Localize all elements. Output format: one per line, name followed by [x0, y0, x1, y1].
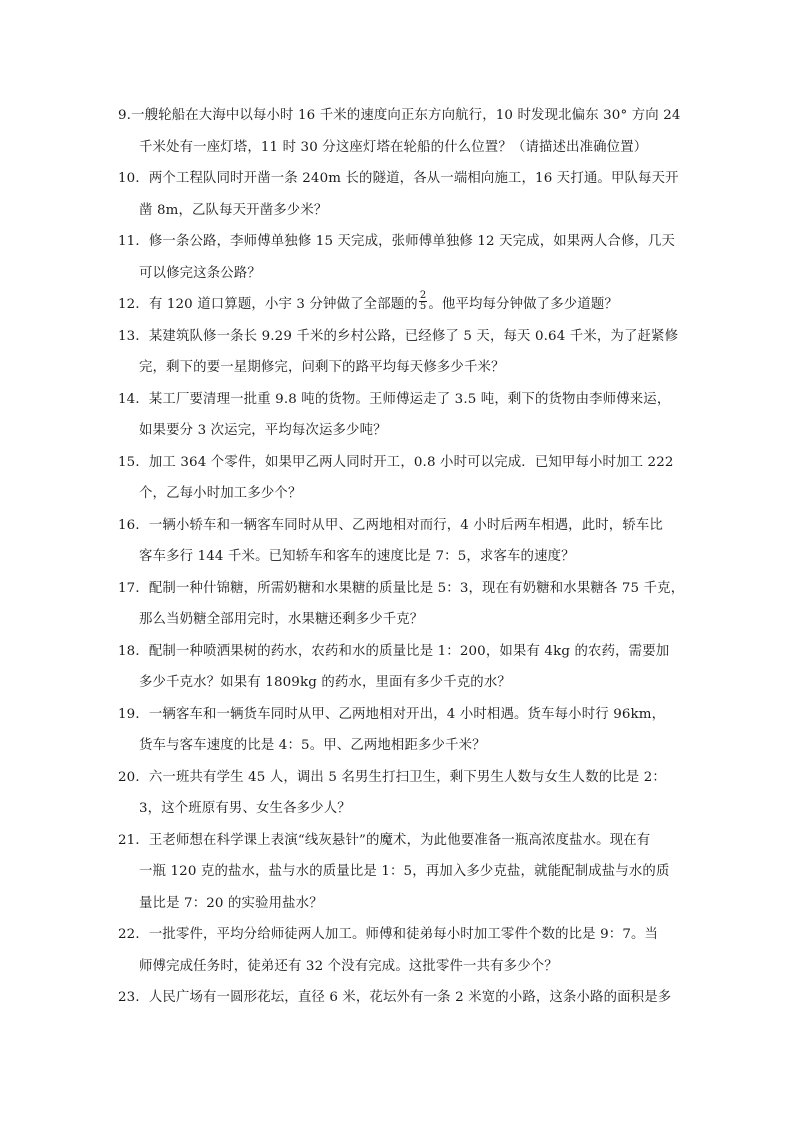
fraction-denominator: 5: [419, 301, 427, 312]
problem-line: 可以修完这条公路？: [139, 265, 261, 281]
problem-line: 13．某建筑队修一条长 9.29 千米的乡村公路，已经修了 5 天，每天 0.64 千米，为了赶紧修: [118, 328, 679, 344]
problem-line: 一瓶 120 克的盐水，盐与水的质量比是 1：5，再加入多少克盐，就能配制成盐与水的质: [139, 864, 670, 879]
problem-line: 10．两个工程队同时开凿一条 240m 长的隧道，各从一端相向施工，16 天打通。甲队每天开: [118, 171, 679, 186]
problem-line: 客车多行 144 千米。已知轿车和客车的速度比是 7：5，求客车的速度？: [139, 549, 575, 564]
problem-21: [118, 825, 678, 920]
problem-line: 完，剩下的要一星期修完，问剩下的路平均每天修多少千米？: [139, 360, 505, 375]
problem-16: [118, 510, 678, 573]
problem-line: 14．某工厂要清理一批重 9.8 吨的货物。王师傅运走了 3.5 吨，剩下的货物由李师傅来运，: [118, 391, 671, 407]
problem-line: 千米处有一座灯塔，11 时 30 分这座灯塔在轮船的什么位置？（请描述出准确位置）: [139, 139, 648, 155]
problem-15: [118, 447, 678, 510]
problem-13: [118, 321, 678, 384]
problem-17: [118, 573, 685, 636]
problem-line: 凿 8m，乙队每天开凿多少米？: [139, 202, 328, 218]
problem-20: [118, 762, 678, 825]
fraction: [419, 291, 428, 312]
problem-line: 货车与客车速度的比是 4：5。甲、乙两地相距多少千米？: [139, 738, 486, 753]
problem-text-before-fraction: 12．有 120 道口算题，小宇 3 分钟做了全部题的: [118, 297, 418, 312]
problem-line: 17．配制一种什锦糖，所需奶糖和水果糖的质量比是 5：3，现在有奶糖和水果糖各 75 千克，: [118, 580, 685, 596]
problem-line: 16．一辆小轿车和一辆客车同时从甲、乙两地相对而行，4 小时后两车相遇，此时，轿车比: [118, 517, 663, 533]
problem-line: 如果要分 3 次运完，平均每次运多少吨？: [139, 423, 387, 438]
problem-line: 23．人民广场有一圆形花坛，直径 6 米，花坛外有一条 2 米宽的小路，这条小路的面积是多: [118, 990, 672, 1005]
problem-10: [118, 163, 678, 226]
problem-11: [118, 226, 678, 289]
problem-line: 20．六一班共有学生 45 人，调出 5 名男生打扫卫生，剩下男生人数与女生人数的比是 2：: [118, 769, 666, 785]
fraction-numerator: 2: [419, 290, 427, 301]
problem-text-after-fraction: 。他平均每分钟做了多少道题？: [428, 297, 618, 312]
problem-12: [118, 289, 678, 321]
problem-line: 21．王老师想在科学课上表演“线灰悬针”的魔术，为此他要准备一瓶高浓度盐水。现在有: [118, 832, 651, 848]
problem-list: [118, 100, 685, 1014]
problem-23: [118, 982, 678, 1014]
problem-line: 量比是 7：20 的实验用盐水？: [139, 895, 323, 911]
problem-14: [118, 384, 678, 447]
problem-9: [118, 100, 681, 163]
problem-19: [118, 699, 678, 762]
problem-line: 11．修一条公路，李师傅单独修 15 天完成，张师傅单独修 12 天完成，如果两人合修，几天: [118, 234, 676, 249]
problem-line: 3，这个班原有男、女生各多少人？: [139, 801, 351, 816]
problem-line: 那么当奶糖全部用完时，水果糖还剩多少千克？: [139, 612, 424, 627]
problem-18: [118, 636, 678, 699]
problem-line: 多少千克水？如果有 1809kg 的药水，里面有多少千克的水？: [139, 675, 511, 690]
problem-line: 9.一艘轮船在大海中以每小时 16 千米的速度向正东方向航行，10 时发现北偏东 30° 方向 24: [118, 108, 681, 123]
problem-line: 个，乙每小时加工多少个？: [139, 486, 302, 501]
problem-line: 19．一辆客车和一辆货车同时从甲、乙两地相对开出，4 小时相遇。货车每小时行 96km，: [118, 706, 666, 722]
problem-line: 18．配制一种喷洒果树的药水，农药和水的质量比是 1：200，如果有 4kg 的农药，需要加: [118, 643, 670, 659]
problem-line: [118, 289, 678, 321]
problem-line: 22．一批零件，平均分给师徒两人加工。师傅和徒弟每小时加工零件个数的比是 9：7。当: [118, 927, 659, 942]
problem-line: 师傅完成任务时，徒弟还有 32 个没有完成。这批零件一共有多少个？: [139, 958, 558, 974]
problem-22: [118, 919, 678, 982]
problem-line: 15．加工 364 个零件，如果甲乙两人同时开工，0.8 小时可以完成．已知甲每小时加工 222: [118, 454, 674, 470]
